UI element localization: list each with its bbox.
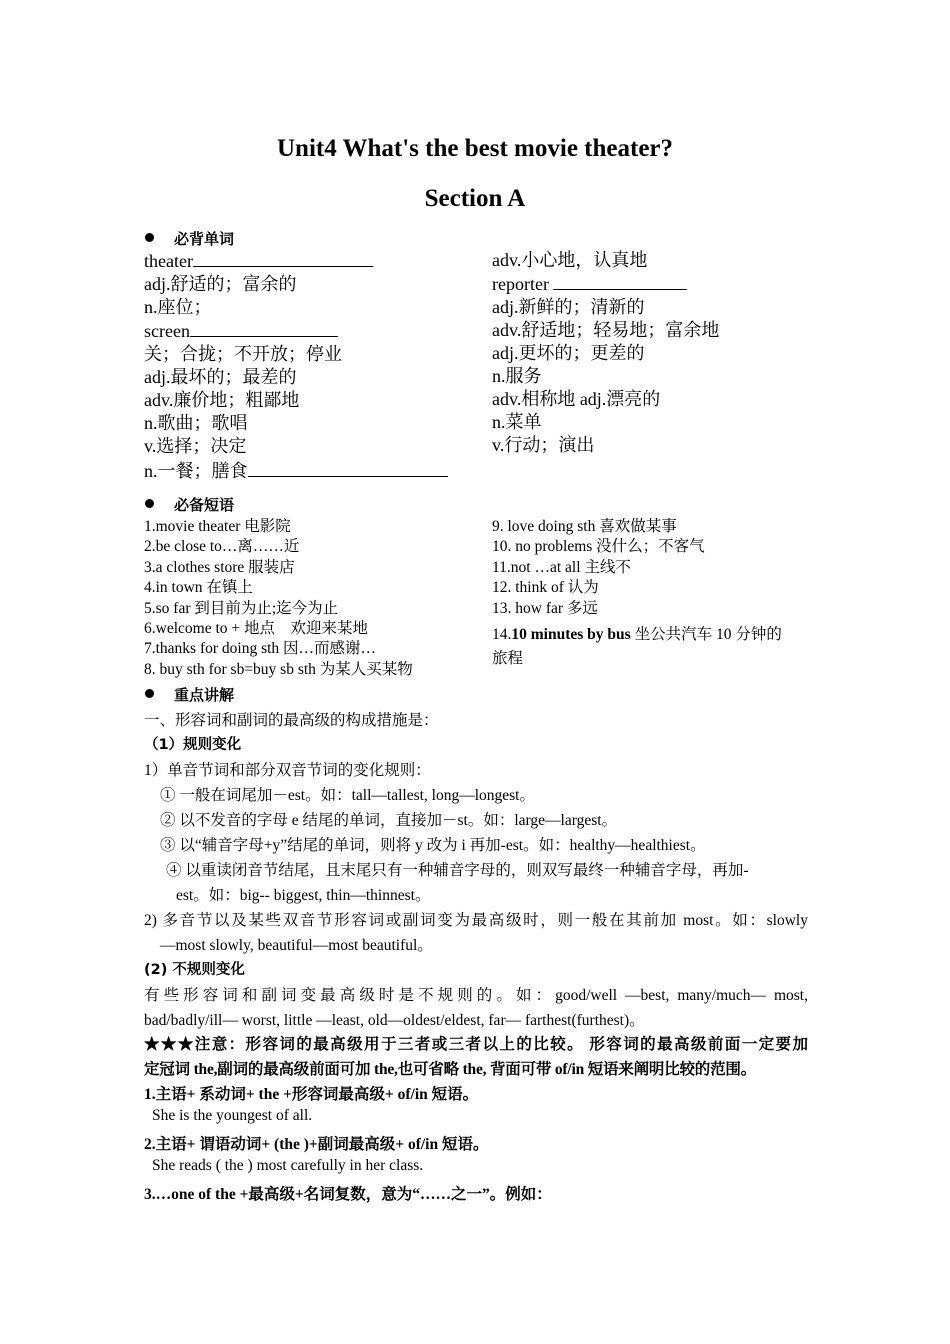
structure-1: 1.主语+ 系动词+ the +形容词最高级+ of/in 短语。 — [144, 1086, 479, 1103]
vocab-left-column — [144, 249, 448, 483]
answer-blank[interactable] — [248, 459, 448, 477]
answer-blank[interactable] — [190, 319, 338, 337]
vocab-item: adv.相称地 adj.漂亮的 — [492, 389, 661, 409]
rule-1b: ② 以不发音的字母 e 结尾的单词，直接加－st。如：large—largest。 — [160, 812, 618, 829]
rule-2-cont: —most slowly, beautiful—most beautiful。 — [160, 937, 433, 954]
bullet-icon — [145, 233, 154, 242]
rule-1c: ③ 以“辅音字母+y”结尾的单词，则将 y 改为 i 再加-est。如：healthy—healthiest。 — [160, 837, 706, 854]
bullet-icon — [145, 499, 154, 508]
phrase-item: 9. love doing sth 喜欢做某事 — [492, 518, 677, 535]
phrase-item: 4.in town 在镇上 — [144, 579, 253, 597]
phrase-item: 13. how far 多远 — [492, 599, 598, 617]
vocab-item: n.服务 — [492, 366, 542, 386]
phrase-item: 5.so far 到目前为止;迄今为止 — [144, 599, 339, 617]
vocab-right-column — [492, 249, 719, 457]
vocab-item: adv.小心地，认真地 — [492, 250, 648, 270]
irregular-title: (2) 不规则变化 — [144, 962, 245, 978]
example-2: She reads ( the ) most carefully in her class. — [152, 1157, 424, 1174]
phrase-item: 14.10 minutes by bus 坐公共汽车 10 分钟的 — [492, 626, 782, 644]
note-cont: 定冠词 the,副词的最高级前面可加 the,也可省略 the, 背面可带 of/in 短语来阐明比较的范围。 — [144, 1061, 757, 1078]
answer-blank[interactable] — [553, 272, 687, 290]
vocab-item: adv.舒适地；轻易地；富余地 — [492, 320, 720, 340]
grammar-heading — [145, 684, 234, 705]
vocab-item: adj.更坏的；更差的 — [492, 343, 645, 363]
vocab-item: adj.最坏的；最差的 — [144, 367, 297, 387]
phrase-item: 1.movie theater 电影院 — [144, 518, 291, 535]
phrase-item: 6.welcome to + 地点 欢迎来某地 — [144, 620, 368, 638]
structure-3: 3.…one of the +最高级+名词复数，意为“……之一”。例如： — [144, 1186, 552, 1203]
vocab-item: n.一餐；膳食 — [144, 459, 448, 483]
phrase-item: 10. no problems 没什么；不客气 — [492, 538, 705, 556]
phrase-item: 7.thanks for doing sth 因…而感谢… — [144, 640, 377, 658]
page-title: Unit4 What's the best movie theater? — [276, 135, 674, 162]
example-1: She is the youngest of all. — [152, 1107, 313, 1124]
phrase-item: 12. think of 认为 — [492, 579, 599, 597]
phrase-item: 3.a clothes store 服装店 — [144, 558, 295, 576]
vocab-item: theater — [144, 249, 448, 273]
phrase-item: 旅程 — [492, 650, 524, 668]
answer-blank[interactable] — [193, 249, 373, 267]
vocab-item: adj.新鲜的；清新的 — [492, 297, 645, 317]
rule-1d: ④ 以重读闭音节结尾，且末尾只有一种辅音字母的，则双写最终一种辅音字母，再加- — [166, 862, 749, 879]
vocab-item: adv.廉价地；粗鄙地 — [144, 390, 300, 410]
rule-1: 1）单音节词和部分双音节词的变化规则： — [144, 762, 431, 779]
note: ★★★注意：形容词的最高级用于三者或三者以上的比较。 形容词的最高级前面一定要加 — [144, 1036, 808, 1053]
phrases-right-column — [492, 517, 782, 671]
vocab-item: v.行动；演出 — [492, 435, 595, 455]
rule-2: 2) 多音节以及某些双音节形容词或副词变为最高级时，则一般在其前加 most。如：slowly — [144, 912, 808, 929]
vocab-item: adj.舒适的；富余的 — [144, 274, 297, 294]
bullet-icon — [145, 689, 154, 698]
grammar-intro: 一、形容词和副词的最高级的构成措施是： — [144, 712, 439, 729]
phrases-heading-label: 必备短语 — [174, 496, 235, 514]
rule-1a: ① 一般在词尾加－est。如：tall—tallest, long—longest。 — [160, 787, 535, 804]
irregular-text: 有些形容词和副词变最高级时是不规则的。如：good/well —best, many/much— most, — [144, 987, 808, 1004]
section-title: Section A — [424, 185, 526, 212]
regular-title: （1）规则变化 — [144, 737, 242, 753]
vocab-item: n.菜单 — [492, 412, 542, 432]
vocab-heading — [145, 228, 234, 249]
phrases-left-column — [144, 517, 413, 680]
vocab-item: v.选择；决定 — [144, 436, 247, 456]
phrases-heading — [145, 494, 234, 515]
grammar-heading-label: 重点讲解 — [174, 686, 235, 704]
vocab-heading-label: 必背单词 — [174, 230, 235, 248]
vocab-item: screen — [144, 319, 448, 343]
vocab-item: reporter — [492, 272, 719, 296]
vocab-item: n.歌曲；歌唱 — [144, 413, 248, 433]
structure-2: 2.主语+ 谓语动词+ (the )+副词最高级+ of/in 短语。 — [144, 1136, 489, 1153]
phrase-item: 2.be close to…离……近 — [144, 538, 300, 556]
vocab-item: n.座位； — [144, 297, 212, 317]
irregular-text-cont: bad/badly/ill— worst, little —least, old—oldest/eldest, far— farthest(furthest)。 — [144, 1012, 645, 1029]
phrase-item: 11.not …at all 主线不 — [492, 558, 631, 576]
rule-1d-cont: est。如：big-- biggest, thin—thinnest。 — [176, 887, 431, 904]
vocab-item: 关；合拢；不开放；停业 — [144, 344, 342, 364]
phrase-item: 8. buy sth for sb=buy sb sth 为某人买某物 — [144, 660, 413, 678]
